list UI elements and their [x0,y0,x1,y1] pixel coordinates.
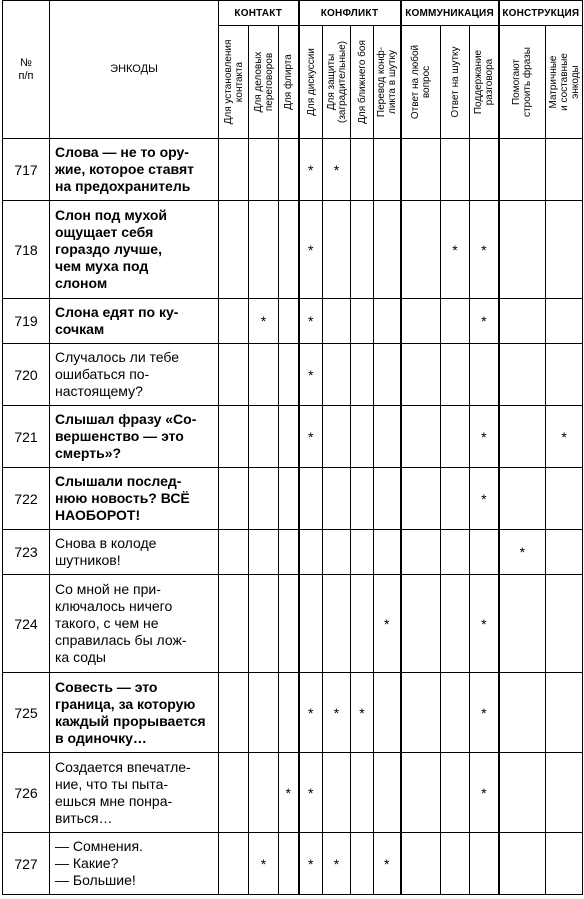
row-number: 727 [3,833,50,895]
mark-cell [499,833,546,895]
mark-cell [351,139,374,201]
mark-asterisk: * [299,201,323,299]
group-conflict: КОНФЛИКТ [299,1,401,26]
phrase-line: Слона едят по ку- [55,304,179,320]
mark-cell [401,139,441,201]
mark-cell [279,468,299,530]
mark-cell [279,673,299,753]
mark-asterisk: * [299,344,323,406]
column-header-line: Для флирта [282,54,294,110]
column-header-10 [470,26,499,139]
table-row [3,344,583,406]
table-row [3,468,583,530]
phrase-line: ка соды [55,649,106,665]
mark-asterisk: * [470,201,499,299]
column-header-7 [374,26,401,139]
row-number: 718 [3,201,50,299]
column-header-line: энкоды [569,65,581,99]
phrase-line: ешься мне понра- [55,792,173,809]
mark-cell [499,673,546,753]
row-number: 723 [3,530,50,575]
mark-cell [374,406,401,468]
mark-asterisk: * [470,468,499,530]
encode-table [2,0,583,895]
phrase-line: справилась бы лож- [55,632,187,648]
phrase-line: Случалось ли тебе [55,349,180,365]
mark-cell [499,575,546,673]
column-header-line: Для ближнего боя [356,40,368,124]
mark-cell [546,575,583,673]
phrase-line: Снова в колоде [55,535,157,551]
column-header-line: Ответ на любой [409,44,421,120]
mark-cell [546,344,583,406]
column-header-line: контакта [233,61,245,103]
phrase-line: слоном [55,275,108,291]
table-row [3,833,583,895]
group-contact: КОНТАКТ [219,1,299,26]
phrase-line: каждый прорывается [55,712,206,729]
encode-phrase [50,344,219,406]
mark-asterisk: * [499,530,546,575]
mark-asterisk: * [441,201,470,299]
mark-cell [441,575,470,673]
phrase-line: жие, которое ставят [55,161,195,177]
mark-cell [441,139,470,201]
mark-cell [219,406,249,468]
mark-cell [374,299,401,344]
column-header-line: Перевод конф- [375,46,387,118]
mark-cell [351,468,374,530]
mark-cell [299,575,323,673]
mark-cell [219,299,249,344]
mark-asterisk: * [470,575,499,673]
mark-cell [299,468,323,530]
mark-cell [401,344,441,406]
mark-cell [499,299,546,344]
mark-cell [401,530,441,575]
mark-cell [374,139,401,201]
phrase-line: Слышали послед- [55,473,182,489]
mark-asterisk: * [299,139,323,201]
mark-cell [351,530,374,575]
column-header-line: строить фразы [522,47,534,117]
phrase-line: — Большие! [55,872,136,888]
mark-cell [441,833,470,895]
mark-cell [279,833,299,895]
encode-phrase [50,530,219,575]
column-header-line: Для деловых [252,51,264,113]
mark-cell [323,530,351,575]
column-header-line: ликта в шутку [386,50,398,114]
mark-cell [279,139,299,201]
phrase-line: — Сомнения. [55,838,143,854]
column-header-line: разговора [483,58,495,106]
mark-cell [546,673,583,753]
mark-cell [279,530,299,575]
num-header: № п/п [3,1,50,139]
mark-asterisk: * [249,833,279,895]
encode-phrase [50,201,219,299]
mark-asterisk: * [299,833,323,895]
mark-cell [323,468,351,530]
mark-cell [219,201,249,299]
mark-cell [219,530,249,575]
group-construction: КОНСТРУКЦИЯ [499,1,583,26]
column-header-11 [499,26,546,139]
mark-cell [219,575,249,673]
mark-cell [401,575,441,673]
phrase-line: нюю новость? ВСЁ [55,490,190,506]
mark-cell [351,344,374,406]
mark-cell [374,673,401,753]
encode-phrase [50,299,219,344]
table-row [3,299,583,344]
column-header-12 [546,26,583,139]
column-header-line: Для дискуссии [305,48,317,116]
mark-cell [351,299,374,344]
column-header-9 [441,26,470,139]
phrase-line: такого, с чем не [55,615,159,631]
mark-cell [441,299,470,344]
mark-asterisk: * [374,833,401,895]
mark-cell [401,753,441,833]
row-number: 725 [3,673,50,753]
group-communication: КОММУНИКАЦИЯ [401,1,499,26]
encode-phrase [50,833,219,895]
mark-cell [499,139,546,201]
column-header-6 [351,26,374,139]
mark-cell [219,753,249,833]
phrase-line: ошибаться по- [55,366,150,382]
phrase-line: — Какие? [55,855,119,871]
row-number: 719 [3,299,50,344]
mark-cell [401,299,441,344]
mark-cell [401,833,441,895]
mark-asterisk: * [323,139,351,201]
mark-cell [546,201,583,299]
mark-cell [441,753,470,833]
mark-asterisk: * [470,299,499,344]
table-row [3,530,583,575]
mark-cell [374,344,401,406]
mark-cell [279,299,299,344]
mark-cell [351,753,374,833]
table-row [3,139,583,201]
mark-asterisk: * [323,833,351,895]
mark-cell [546,299,583,344]
mark-cell [499,406,546,468]
mark-cell [441,406,470,468]
mark-cell [470,139,499,201]
phrase-line: вершенство — это [55,428,184,444]
mark-asterisk: * [299,299,323,344]
mark-cell [219,468,249,530]
column-header-line: переговоров [263,52,275,112]
row-number: 722 [3,468,50,530]
table-row [3,673,583,753]
column-header-line: Помогают [511,58,523,106]
mark-cell [401,406,441,468]
encode-phrase [50,673,219,753]
mark-asterisk: * [299,406,323,468]
mark-cell [323,753,351,833]
mark-cell [323,299,351,344]
column-header-line: Матричные [547,55,559,109]
encode-phrase [50,468,219,530]
mark-asterisk: * [470,753,499,833]
mark-cell [279,201,299,299]
mark-asterisk: * [546,406,583,468]
phrase-line: в одиночку… [55,729,147,746]
column-header-line: Поддержание [472,49,484,115]
column-header-4 [299,26,323,139]
mark-cell [279,406,299,468]
phrase-line: сочкам [55,321,105,337]
encode-phrase [50,139,219,201]
phrase-line: Создается впечатле- [55,758,191,775]
phrase-line: на предохранитель [55,178,191,194]
mark-cell [323,575,351,673]
mark-cell [441,468,470,530]
phrase-line: граница, за которую [55,695,196,712]
column-header-line: и составные [558,53,570,111]
table-row [3,201,583,299]
mark-cell [323,406,351,468]
mark-cell [249,406,279,468]
mark-cell [470,344,499,406]
mark-cell [470,530,499,575]
table-row [3,406,583,468]
mark-cell [249,344,279,406]
mark-cell [499,201,546,299]
mark-cell [441,673,470,753]
mark-cell [441,530,470,575]
mark-cell [249,753,279,833]
mark-cell [546,139,583,201]
table-row [3,753,583,833]
mark-cell [499,344,546,406]
mark-cell [323,201,351,299]
mark-cell [219,344,249,406]
column-header-line: Ответ на шутку [449,46,461,118]
mark-cell [249,201,279,299]
column-header-3 [279,26,299,139]
mark-cell [249,673,279,753]
phrase-line: ключалось ничего [55,598,173,614]
mark-cell [249,575,279,673]
row-number: 726 [3,753,50,833]
encode-phrase [50,406,219,468]
column-header-line: вопрос [420,65,432,99]
mark-cell [441,344,470,406]
phrase-line: Слон под мухой [55,207,168,223]
phrase-line: Со мной не при- [55,581,161,597]
mark-cell [546,530,583,575]
mark-cell [401,468,441,530]
mark-cell [219,673,249,753]
encode-header: ЭНКОДЫ [50,1,219,139]
mark-cell [401,201,441,299]
phrase-line: Слышал фразу «Со- [55,411,197,427]
mark-cell [351,201,374,299]
column-header-line: Для установления [222,39,234,125]
table-row [3,575,583,673]
mark-cell [351,406,374,468]
mark-cell [546,833,583,895]
row-number: 724 [3,575,50,673]
phrase-line: Слова — не то ору- [55,144,189,160]
mark-cell [219,833,249,895]
mark-cell [374,530,401,575]
column-header-line: Для защиты [325,53,337,111]
phrase-line: Совесть — это [55,678,158,695]
phrase-line: шутников! [55,552,121,568]
mark-asterisk: * [351,673,374,753]
row-number: 720 [3,344,50,406]
encode-phrase [50,575,219,673]
column-header-8 [401,26,441,139]
phrase-line: ощущает себя [55,224,154,240]
phrase-line: настоящему? [55,383,143,399]
column-header-line: (заградительные) [336,41,348,124]
phrase-line: НАОБОРОТ! [55,507,141,523]
mark-cell [546,753,583,833]
mark-cell [374,468,401,530]
phrase-line: чем муха под [55,258,149,274]
phrase-line: смерть»? [55,445,122,461]
mark-cell [374,753,401,833]
mark-cell [323,344,351,406]
mark-asterisk: * [279,753,299,833]
mark-cell [499,753,546,833]
mark-asterisk: * [470,406,499,468]
phrase-line: ние, что ты пыта- [55,775,169,792]
mark-cell [279,344,299,406]
column-header-5 [323,26,351,139]
row-number: 721 [3,406,50,468]
mark-cell [351,833,374,895]
mark-asterisk: * [323,673,351,753]
mark-cell [249,139,279,201]
column-header-2 [249,26,279,139]
mark-asterisk: * [374,575,401,673]
mark-asterisk: * [470,673,499,753]
mark-asterisk: * [299,673,323,753]
mark-cell [499,468,546,530]
mark-cell [219,139,249,201]
mark-cell [351,575,374,673]
mark-asterisk: * [249,299,279,344]
encode-phrase [50,753,219,833]
mark-cell [299,530,323,575]
mark-cell [249,530,279,575]
phrase-line: виться… [55,809,113,826]
column-header-1 [219,26,249,139]
mark-cell [546,468,583,530]
mark-asterisk: * [299,753,323,833]
mark-cell [374,201,401,299]
mark-cell [470,833,499,895]
mark-cell [401,673,441,753]
phrase-line: гораздо лучше, [55,241,162,257]
row-number: 717 [3,139,50,201]
mark-cell [279,575,299,673]
mark-cell [249,468,279,530]
